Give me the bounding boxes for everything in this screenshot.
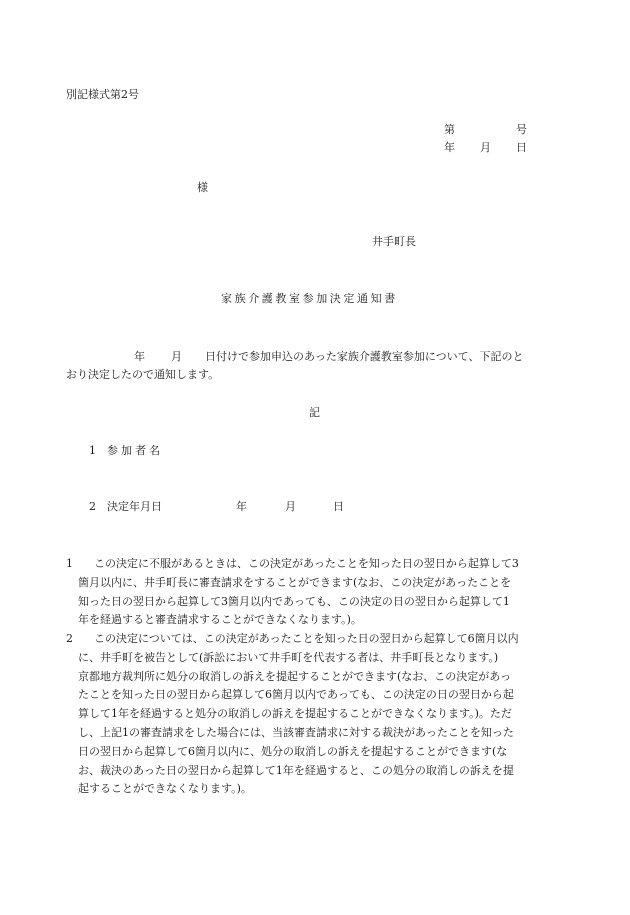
note-line: に、井手町を被告として(訴訟において井手町を代表する者は、井手町長となります。) [78, 650, 499, 664]
item-2-label: 決定年月日 [107, 500, 162, 513]
item-1-number: 1 [89, 444, 96, 457]
sender-name: 井手町長 [372, 235, 416, 248]
item-2-month: 月 [285, 500, 296, 513]
intro-year: 年 [134, 350, 145, 363]
item-2-day: 日 [333, 500, 344, 513]
item-2-year: 年 [236, 500, 247, 513]
doc-date-year: 年 [444, 141, 455, 154]
note-line: たことを知った日の翌日から起算して6箇月以内であっても、この決定の日の翌日から起 [78, 688, 514, 702]
document-title: 家族介護教室参加決定通知書 [221, 292, 398, 305]
note-1-number: 1 [66, 557, 73, 570]
note-line: 1 この決定に不服があるときは、この決定があったことを知った日の翌日から起算して3 [66, 555, 580, 574]
note-line: 知った日の翌日から起算して3箇月以内であっても、この決定の日の翌日から起算して1 [78, 594, 510, 608]
note-1 [66, 555, 580, 630]
doc-number-dai: 第 [444, 123, 455, 136]
note-line: 年を経過すると審査請求することができなくなります。)。 [78, 613, 362, 627]
intro-line1: 日付けで参加申込のあった家族介護教室参加について、下記のと [205, 350, 524, 363]
doc-date-month: 月 [480, 141, 491, 154]
note-line: 日の翌日から起算して6箇月以内に、処分の取消しの訴えを提起することができます(な [78, 744, 508, 758]
doc-number-go: 号 [516, 123, 527, 136]
note-2 [66, 630, 580, 799]
note-line: お、裁決のあった日の翌日から起算して1年を経過すると、この処分の取消しの訴えを提 [78, 763, 514, 777]
item-2-number: 2 [89, 500, 96, 513]
note-line: 算して1年を経過すると処分の取消しの訴えを提起することができなくなります。)。ただ [78, 707, 512, 721]
ki-heading: 記 [309, 406, 320, 419]
note-line: 2 この決定については、この決定があったことを知った日の翌日から起算して6箇月以内 [66, 630, 580, 649]
note-line: 京都地方裁判所に処分の取消しの訴えを提起することができます(なお、この決定があっ [78, 669, 512, 683]
note-line: 箇月以内に、井手町長に審査請求をすることができます(なお、この決定があったことを [78, 575, 512, 589]
note-line: 起することができなくなります。)。 [78, 782, 252, 796]
note-2-number: 2 [66, 632, 73, 645]
form-number: 別記様式第2号 [66, 88, 139, 101]
intro-line2: おり決定したので通知します。 [66, 368, 220, 381]
note-line: し、上記1の審査請求をした場合には、当該審査請求に対する裁決があったことを知った [78, 725, 514, 739]
item-1-label: 参加者名 [107, 444, 163, 457]
doc-date-day: 日 [516, 141, 527, 154]
intro-month: 月 [171, 350, 182, 363]
recipient-honorific: 様 [197, 181, 208, 194]
